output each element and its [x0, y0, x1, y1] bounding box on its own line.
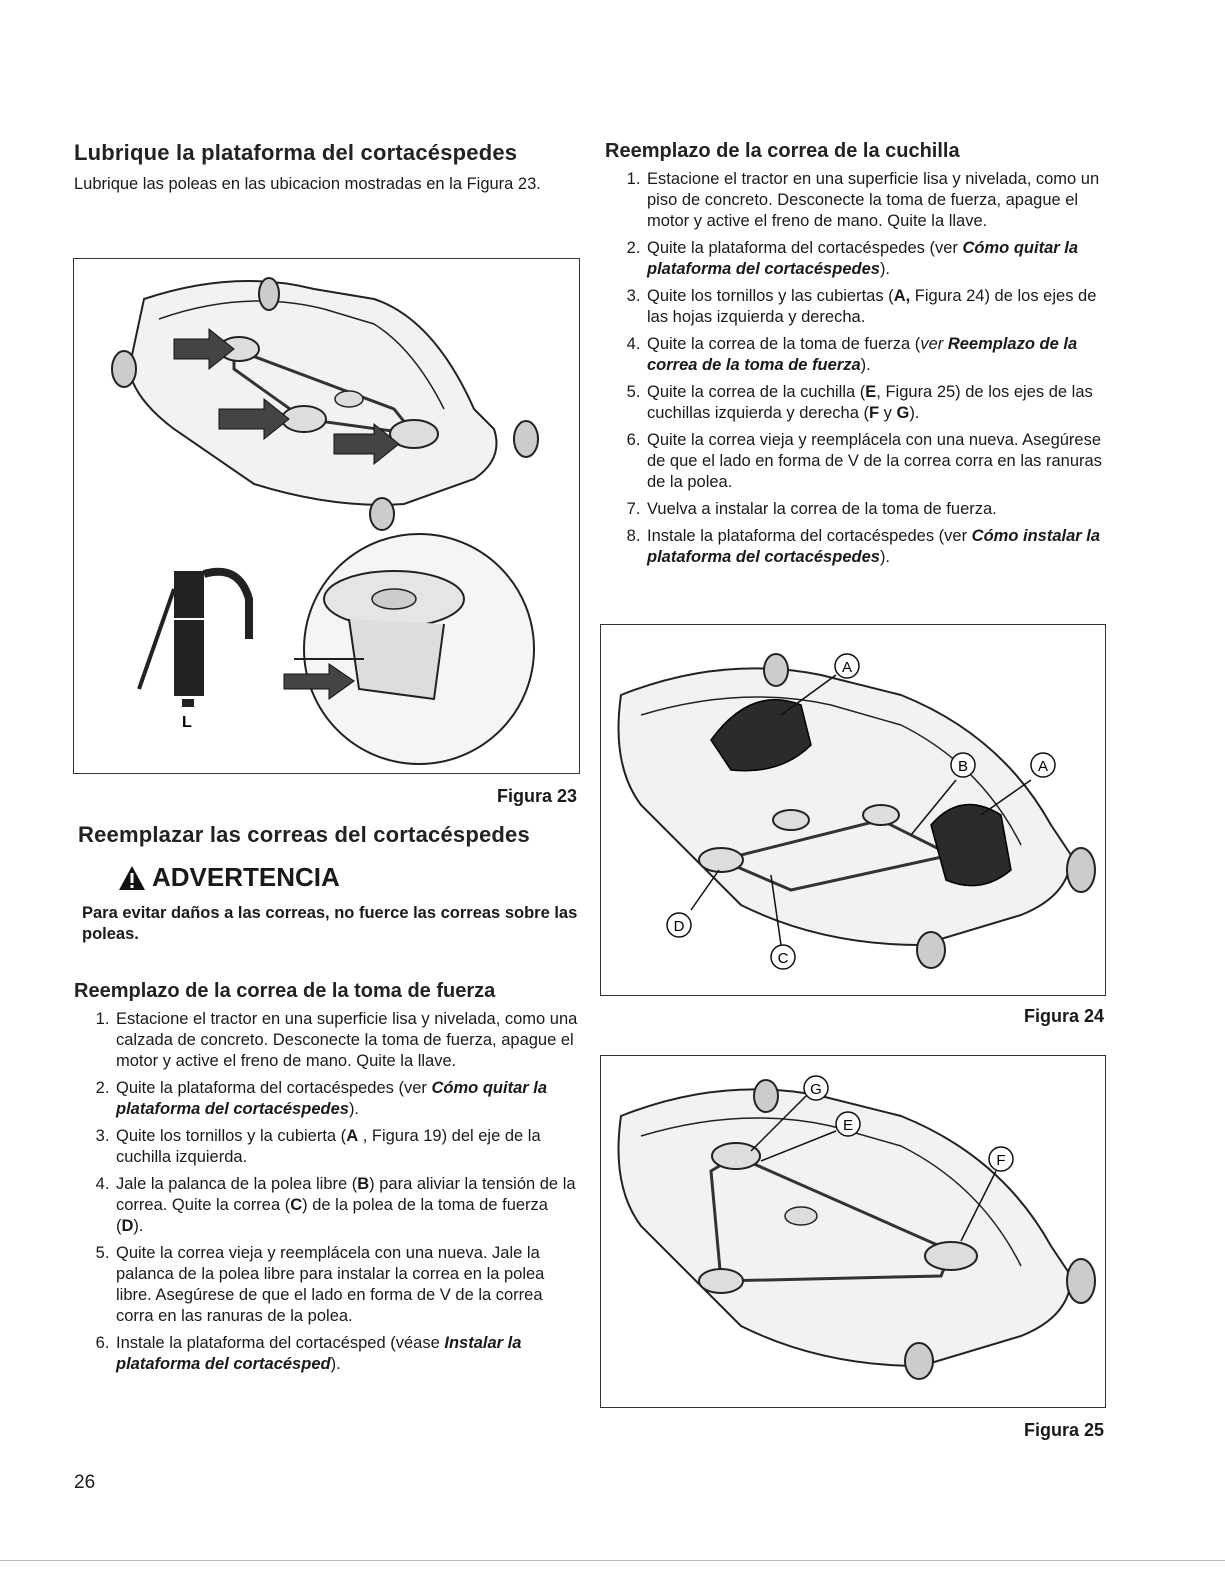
lubricate-text: Lubrique las poleas en las ubicacion mostradas en la Figura 23. — [74, 175, 541, 193]
list-item: 5. Quite la correa de la cuchilla (E, Figura 25) de los ejes de las cuchillas izquierda y derecha (F y G). — [645, 382, 1105, 424]
figure-23 — [73, 258, 580, 774]
mower-deck-covers-illustration — [601, 625, 1105, 995]
svg-text:A: A — [1037, 758, 1049, 775]
page-divider — [0, 1560, 1225, 1561]
mower-deck-blade-belt-illustration — [601, 1056, 1105, 1407]
callout-d — [667, 913, 691, 937]
callout-a1 — [835, 654, 859, 678]
list-item: 6. Instale la plataforma del cortacésped (véase Instalar la plataforma del cortacésped). — [114, 1333, 579, 1375]
warning-title: ADVERTENCIA — [152, 862, 340, 892]
warning-text: Para evitar daños a las correas, no fuerce las correas sobre las poleas. — [82, 904, 578, 943]
list-item: 3. Quite los tornillos y las cubiertas (A, Figura 24) de los ejes de las hojas izquierda y derecha. — [645, 286, 1105, 328]
callout-f — [989, 1147, 1013, 1171]
list-item: 1. Estacione el tractor en una superficie lisa y nivelada, como un piso de concreto. Desconecte la toma de fuerza, apague el motor y active el freno de mano. Quite la llave. — [645, 169, 1105, 232]
list-item: 3. Quite los tornillos y la cubierta (A , Figura 19) del eje de la cuchilla izquierda. — [114, 1126, 579, 1168]
grease-gun-icon — [139, 571, 249, 707]
right-column — [605, 140, 1105, 574]
list-item: 4. Quite la correa de la toma de fuerza (ver Reemplazo de la correa de la toma de fuerza). — [645, 334, 1105, 376]
mower-deck-lubrication-illustration — [74, 259, 579, 773]
callout-a2 — [1031, 753, 1055, 777]
warning-block — [118, 862, 578, 893]
figure-23-caption: Figura 23 — [496, 786, 577, 806]
list-item: 6. Quite la correa vieja y reemplácela con una nueva. Asegúrese de que el lado en forma de V de la correa corra en las ranuras de la polea. — [645, 430, 1105, 493]
list-item: 2. Quite la plataforma del cortacéspedes (ver Cómo quitar la plataforma del cortacéspedes). — [114, 1078, 579, 1120]
list-item: 5. Quite la correa vieja y reemplácela con una nueva. Jale la palanca de la polea libre para instalar la correa en la polea libre. Asegúrese de que el lado en forma de V de la correa corra en las ranuras de la polea. — [114, 1243, 579, 1327]
callout-b — [951, 753, 975, 777]
blade-belt-heading: Reemplazo de la correa de la cuchilla — [605, 140, 960, 162]
replace-belts-heading: Reemplazar las correas del cortacéspedes — [78, 822, 530, 847]
list-item: 4. Jale la palanca de la polea libre (B) para aliviar la tensión de la correa. Quite la correa (C) de la polea de la toma de fuerza (D). — [114, 1174, 579, 1237]
replace-belts-section — [78, 822, 578, 945]
left-column — [74, 140, 579, 195]
svg-text:F: F — [996, 1152, 1006, 1169]
figure-25-caption: Figura 25 — [1023, 1420, 1104, 1440]
svg-text:C: C — [777, 950, 789, 967]
tool-label: L — [182, 714, 192, 731]
svg-text:E: E — [842, 1117, 854, 1134]
figure-24 — [600, 624, 1106, 996]
pto-steps-list — [74, 1009, 579, 1375]
lubricate-heading: Lubrique la plataforma del cortacéspedes — [74, 140, 518, 165]
callout-e — [836, 1112, 860, 1136]
svg-text:A: A — [841, 659, 853, 676]
svg-text:D: D — [673, 918, 685, 935]
figure-24-caption: Figura 24 — [1023, 1006, 1104, 1026]
pulley-detail-magnifier — [284, 534, 534, 764]
figure-25 — [600, 1055, 1106, 1408]
pto-belt-section — [74, 980, 579, 1381]
warning-triangle-icon — [118, 865, 146, 891]
callout-g — [804, 1076, 828, 1100]
svg-text:G: G — [810, 1081, 822, 1098]
blade-steps-list — [605, 169, 1105, 568]
list-item: 1. Estacione el tractor en una superficie lisa y nivelada, como una calzada de concreto. Desconecte la toma de fuerza, apague el motor y active el freno de mano. Quite la llave. — [114, 1009, 579, 1072]
list-item: 7. Vuelva a instalar la correa de la toma de fuerza. — [645, 499, 1105, 520]
page-number: 26 — [74, 1472, 96, 1493]
pto-belt-heading: Reemplazo de la correa de la toma de fuerza — [74, 980, 496, 1002]
svg-text:B: B — [957, 758, 969, 775]
list-item: 2. Quite la plataforma del cortacéspedes (ver Cómo quitar la plataforma del cortacéspedes). — [645, 238, 1105, 280]
list-item: 8. Instale la plataforma del cortacéspedes (ver Cómo instalar la plataforma del cortacéspedes). — [645, 526, 1105, 568]
callout-c — [771, 945, 795, 969]
warning-heading — [118, 862, 578, 893]
